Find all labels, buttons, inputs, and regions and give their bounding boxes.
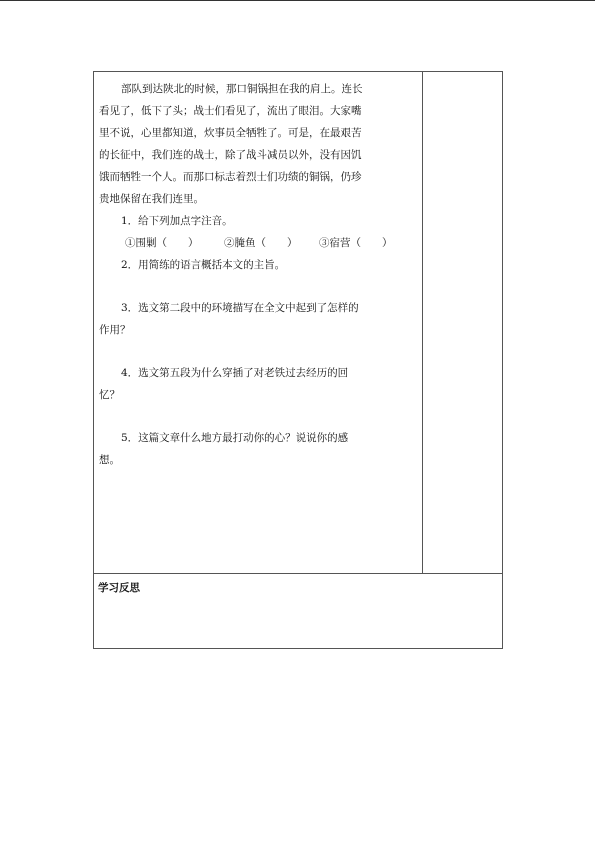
question-3-line-1: 3．选文第二段中的环境描写在全文中起到了怎样的 bbox=[121, 302, 359, 314]
page-top-rule bbox=[0, 0, 595, 1]
question-1-item-1: ①围剿（ ） bbox=[125, 237, 199, 249]
question-4-line-2: 忆？ bbox=[99, 389, 120, 401]
passage-line-6: 贵地保留在我们连里。 bbox=[99, 193, 204, 205]
passage-line-5: 饿而牺牲一个人。而那口标志着烈士们功绩的铜锅，仍珍 bbox=[99, 171, 362, 183]
worksheet-table bbox=[93, 71, 503, 649]
passage-line-2: 看见了，低下了头；战士们看见了，流出了眼泪。大家嘴 bbox=[99, 105, 362, 117]
question-4-line-1: 4．选文第五段为什么穿插了对老铁过去经历的回 bbox=[121, 367, 349, 379]
question-1-item-3: ③宿营（ ） bbox=[319, 237, 393, 249]
passage-line-3: 里不说，心里都知道，炊事员全牺牲了。可是，在最艰苦 bbox=[99, 127, 362, 139]
notes-cell bbox=[423, 72, 502, 573]
question-1-item-2: ②腌鱼（ ） bbox=[224, 237, 298, 249]
passage-line-4: 的长征中，我们连的战士，除了战斗减员以外，没有因饥 bbox=[99, 149, 362, 161]
question-1: 1．给下列加点字注音。 bbox=[121, 215, 233, 227]
content-cell bbox=[94, 72, 423, 573]
question-3-line-2: 作用？ bbox=[99, 324, 131, 336]
reflection-title: 学习反思 bbox=[98, 582, 140, 594]
question-5-line-2: 想。 bbox=[99, 454, 120, 466]
passage-line-1: 部队到达陕北的时候，那口铜锅担在我的肩上。连长 bbox=[121, 83, 363, 95]
question-5-line-1: 5．这篇文章什么地方最打动你的心？说说你的感 bbox=[121, 432, 349, 444]
question-2: 2．用简练的语言概括本文的主旨。 bbox=[121, 259, 286, 271]
reflection-cell bbox=[94, 574, 502, 648]
